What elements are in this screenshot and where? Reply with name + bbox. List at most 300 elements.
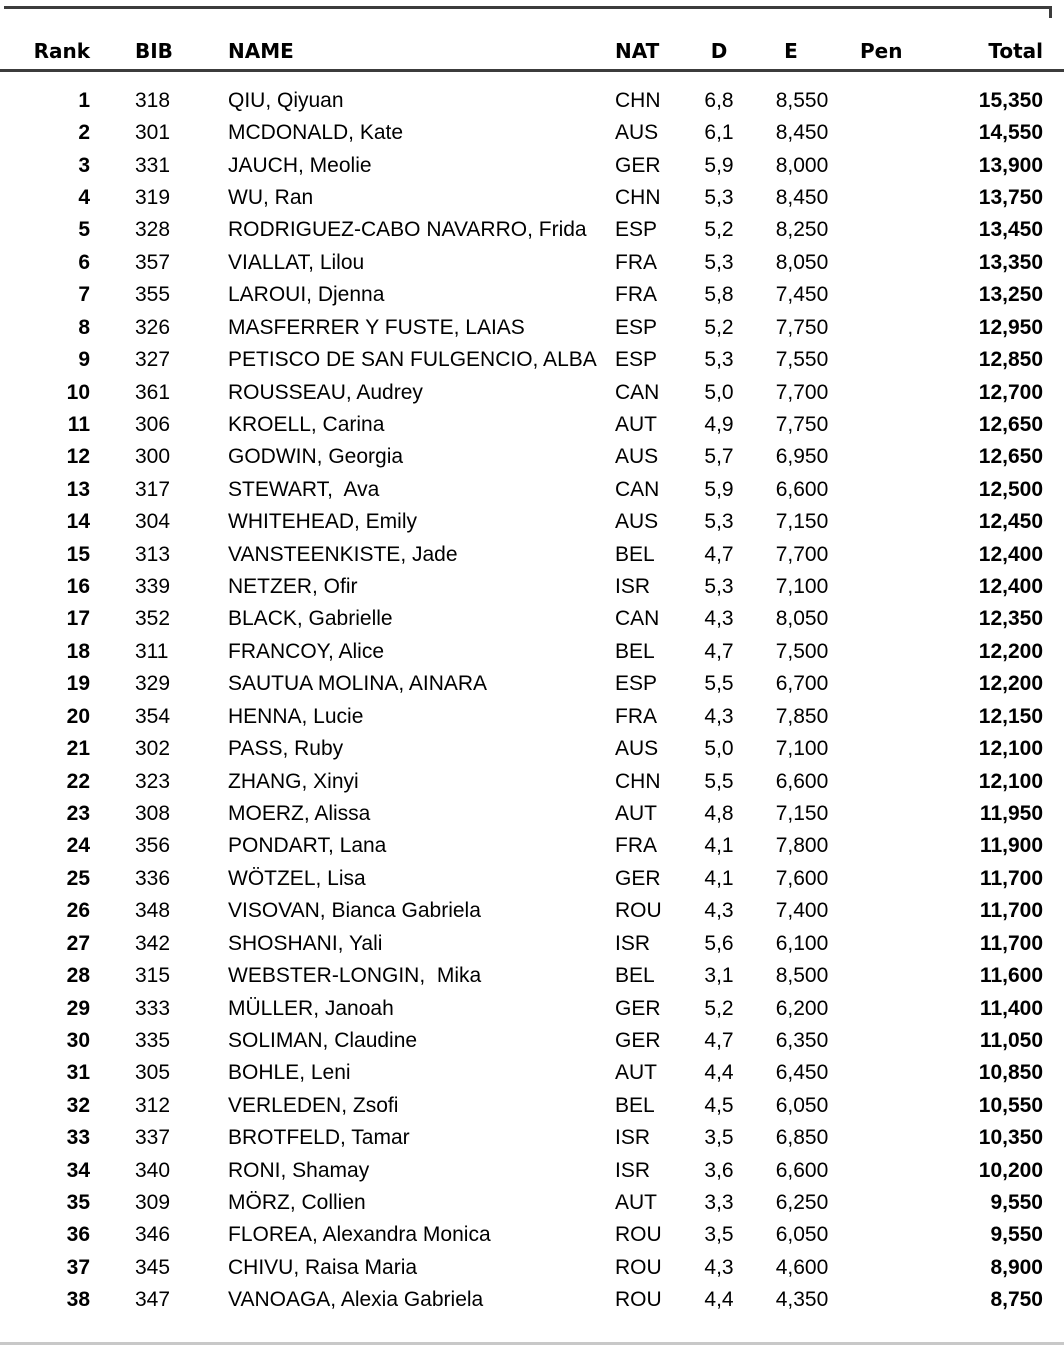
name-cell xyxy=(228,933,614,954)
bib-cell: 356 xyxy=(135,834,171,858)
rank-cell: 5 xyxy=(78,218,90,242)
total-cell: 12,650 xyxy=(978,445,1043,469)
column-header-rank: Rank xyxy=(33,39,90,63)
d-score-cell: 4,7 xyxy=(704,639,734,663)
rank-cell: 32 xyxy=(66,1093,90,1117)
rank-cell: 14 xyxy=(66,510,90,534)
name-cell xyxy=(228,1257,614,1278)
e-score-cell: 8,450 xyxy=(775,121,829,145)
d-score-cell: 4,3 xyxy=(704,607,734,631)
e-score-cell: 6,050 xyxy=(775,1093,829,1117)
nat-cell: ROU xyxy=(615,1288,662,1312)
bib-cell: 312 xyxy=(135,1093,171,1117)
bib-cell: 315 xyxy=(135,964,171,988)
table-row xyxy=(0,505,1043,537)
e-score-cell: 6,600 xyxy=(775,477,829,501)
name-cell xyxy=(228,219,614,240)
athlete-name: FRANCOY, Alice xyxy=(228,639,384,663)
e-score-cell: 7,150 xyxy=(775,801,829,825)
bib-cell: 302 xyxy=(135,737,171,761)
d-score-cell: 5,0 xyxy=(704,380,734,404)
d-score-cell: 5,5 xyxy=(704,769,734,793)
d-score-cell: 5,2 xyxy=(704,315,734,339)
table-row xyxy=(0,765,1043,797)
athlete-name: PASS, Ruby xyxy=(228,737,344,761)
total-cell: 12,650 xyxy=(978,412,1043,436)
nat-cell: ISR xyxy=(615,1126,651,1150)
name-cell xyxy=(228,965,614,986)
rank-cell: 33 xyxy=(66,1126,90,1150)
rank-cell: 23 xyxy=(66,801,90,825)
rank-cell: 3 xyxy=(78,153,90,177)
nat-cell: FRA xyxy=(615,283,657,307)
e-score-cell: 6,100 xyxy=(775,931,829,955)
athlete-name: SAUTUA MOLINA, AINARA xyxy=(228,672,488,696)
d-score-cell: 5,2 xyxy=(704,996,734,1020)
total-cell: 11,600 xyxy=(979,964,1043,988)
table-row xyxy=(0,441,1043,473)
d-score-cell: 4,7 xyxy=(704,1028,734,1052)
name-cell xyxy=(228,382,614,403)
athlete-name: VANSTEENKISTE, Jade xyxy=(228,542,458,566)
bib-cell: 348 xyxy=(135,899,171,923)
column-header-pen: Pen xyxy=(860,39,903,63)
bib-cell: 300 xyxy=(135,445,171,469)
athlete-name: MÜLLER, Janoah xyxy=(228,996,394,1020)
total-cell: 12,100 xyxy=(978,737,1043,761)
table-row xyxy=(0,1219,1043,1251)
table-row xyxy=(0,732,1043,764)
nat-cell: ISR xyxy=(615,1158,651,1182)
nat-cell: AUS xyxy=(615,445,659,469)
total-cell: 12,950 xyxy=(978,315,1043,339)
rank-cell: 37 xyxy=(66,1255,90,1279)
bib-cell: 308 xyxy=(135,801,171,825)
table-row xyxy=(0,343,1043,375)
rank-cell: 9 xyxy=(78,348,90,372)
name-cell xyxy=(228,414,614,435)
d-score-cell: 4,1 xyxy=(704,866,734,890)
bib-cell: 329 xyxy=(135,672,171,696)
rank-cell: 11 xyxy=(67,412,90,436)
bib-cell: 327 xyxy=(135,348,171,372)
name-cell xyxy=(228,673,614,694)
nat-cell: ROU xyxy=(615,1255,662,1279)
athlete-name: PONDART, Lana xyxy=(228,834,387,858)
nat-cell: CAN xyxy=(615,607,660,631)
table-row xyxy=(0,473,1043,505)
bib-cell: 331 xyxy=(135,153,171,177)
bib-cell: 323 xyxy=(135,769,171,793)
rank-cell: 28 xyxy=(66,964,90,988)
table-row xyxy=(0,376,1043,408)
bib-cell: 346 xyxy=(135,1223,171,1247)
athlete-name: SOLIMAN, Claudine xyxy=(228,1028,418,1052)
table-row xyxy=(0,959,1043,991)
table-row xyxy=(0,603,1043,635)
total-cell: 11,050 xyxy=(979,1028,1043,1052)
bib-cell: 357 xyxy=(135,250,171,274)
athlete-name: BLACK, Gabrielle xyxy=(228,607,393,631)
rank-cell: 26 xyxy=(66,899,90,923)
athlete-name: BOHLE, Leni xyxy=(228,1061,351,1085)
name-cell xyxy=(228,738,614,759)
e-score-cell: 8,000 xyxy=(775,153,829,177)
e-score-cell: 7,550 xyxy=(775,348,829,372)
table-row xyxy=(0,149,1043,181)
name-cell xyxy=(228,1062,614,1083)
name-cell xyxy=(228,998,614,1019)
total-cell: 14,550 xyxy=(978,121,1043,145)
rank-cell: 7 xyxy=(78,283,90,307)
name-cell xyxy=(228,706,614,727)
name-cell xyxy=(228,803,614,824)
rank-cell: 22 xyxy=(66,769,90,793)
name-cell xyxy=(228,1127,614,1148)
nat-cell: ROU xyxy=(615,899,662,923)
rank-cell: 21 xyxy=(66,737,90,761)
table-row xyxy=(0,1251,1043,1283)
athlete-name: KROELL, Carina xyxy=(228,412,385,436)
top-rule xyxy=(4,6,1051,9)
d-score-cell: 4,9 xyxy=(704,412,734,436)
total-cell: 15,350 xyxy=(978,88,1043,112)
d-score-cell: 5,8 xyxy=(704,283,734,307)
total-cell: 13,750 xyxy=(978,185,1043,209)
e-score-cell: 8,050 xyxy=(775,250,829,274)
e-score-cell: 6,350 xyxy=(775,1028,829,1052)
nat-cell: AUS xyxy=(615,510,659,534)
name-cell xyxy=(228,1160,614,1181)
total-cell: 13,250 xyxy=(978,283,1043,307)
name-cell xyxy=(228,608,614,629)
rank-cell: 34 xyxy=(66,1158,90,1182)
bib-cell: 309 xyxy=(135,1191,171,1215)
e-score-cell: 8,050 xyxy=(775,607,829,631)
nat-cell: AUS xyxy=(615,737,659,761)
nat-cell: ESP xyxy=(615,218,658,242)
table-body xyxy=(0,84,1043,1316)
d-score-cell: 4,3 xyxy=(704,1255,734,1279)
nat-cell: CAN xyxy=(615,477,660,501)
bib-cell: 333 xyxy=(135,996,171,1020)
bib-cell: 354 xyxy=(135,704,171,728)
nat-cell: GER xyxy=(615,996,661,1020)
rank-cell: 29 xyxy=(66,996,90,1020)
d-score-cell: 5,0 xyxy=(704,737,734,761)
table-row xyxy=(0,927,1043,959)
nat-cell: BEL xyxy=(615,964,655,988)
name-cell xyxy=(228,1030,614,1051)
e-score-cell: 7,800 xyxy=(775,834,829,858)
total-cell: 13,350 xyxy=(978,250,1043,274)
bib-cell: 339 xyxy=(135,575,171,599)
e-score-cell: 7,850 xyxy=(775,704,829,728)
athlete-name: LAROUI, Djenna xyxy=(228,283,385,307)
e-score-cell: 6,050 xyxy=(775,1223,829,1247)
name-cell xyxy=(228,576,614,597)
name-cell xyxy=(228,317,614,338)
athlete-name: HENNA, Lucie xyxy=(228,704,364,728)
name-cell xyxy=(228,349,614,370)
table-row xyxy=(0,214,1043,246)
nat-cell: BEL xyxy=(615,639,655,663)
bib-cell: 306 xyxy=(135,412,171,436)
table-row xyxy=(0,1057,1043,1089)
table-header-row xyxy=(0,34,1043,66)
total-cell: 13,450 xyxy=(978,218,1043,242)
d-score-cell: 4,5 xyxy=(704,1093,734,1117)
name-cell xyxy=(228,284,614,305)
rank-cell: 24 xyxy=(66,834,90,858)
bib-cell: 345 xyxy=(135,1255,171,1279)
bib-cell: 337 xyxy=(135,1126,171,1150)
table-row xyxy=(0,1284,1043,1316)
rank-cell: 8 xyxy=(78,315,90,339)
e-score-cell: 6,450 xyxy=(775,1061,829,1085)
e-score-cell: 7,600 xyxy=(775,866,829,890)
nat-cell: AUT xyxy=(615,1061,657,1085)
total-cell: 12,500 xyxy=(978,477,1043,501)
bib-cell: 340 xyxy=(135,1158,171,1182)
nat-cell: BEL xyxy=(615,1093,655,1117)
table-row xyxy=(0,116,1043,148)
athlete-name: JAUCH, Meolie xyxy=(228,153,372,177)
athlete-name: WÖTZEL, Lisa xyxy=(228,866,366,890)
bib-cell: 336 xyxy=(135,866,171,890)
total-cell: 12,400 xyxy=(978,542,1043,566)
table-row xyxy=(0,635,1043,667)
table-row xyxy=(0,830,1043,862)
e-score-cell: 8,550 xyxy=(775,88,829,112)
table-row xyxy=(0,181,1043,213)
table-row xyxy=(0,311,1043,343)
d-score-cell: 5,3 xyxy=(704,510,734,534)
athlete-name: MÖRZ, Collien xyxy=(228,1191,366,1215)
rank-cell: 17 xyxy=(66,607,90,631)
e-score-cell: 6,600 xyxy=(775,1158,829,1182)
d-score-cell: 3,1 xyxy=(704,964,734,988)
e-score-cell: 8,250 xyxy=(775,218,829,242)
nat-cell: AUT xyxy=(615,801,657,825)
name-cell xyxy=(228,446,614,467)
total-cell: 10,850 xyxy=(978,1061,1043,1085)
name-cell xyxy=(228,835,614,856)
athlete-name: MOERZ, Alissa xyxy=(228,801,371,825)
rank-cell: 16 xyxy=(66,575,90,599)
nat-cell: CHN xyxy=(615,88,661,112)
total-cell: 10,550 xyxy=(978,1093,1043,1117)
rank-cell: 36 xyxy=(66,1223,90,1247)
bib-cell: 352 xyxy=(135,607,171,631)
table-row xyxy=(0,408,1043,440)
rank-cell: 2 xyxy=(78,121,90,145)
name-cell xyxy=(228,479,614,500)
total-cell: 12,400 xyxy=(978,575,1043,599)
table-row xyxy=(0,700,1043,732)
bib-cell: 335 xyxy=(135,1028,171,1052)
athlete-name: QIU, Qiyuan xyxy=(228,88,344,112)
d-score-cell: 5,9 xyxy=(704,153,734,177)
athlete-name: VISOVAN, Bianca Gabriela xyxy=(228,899,481,923)
athlete-name: FLOREA, Alexandra Monica xyxy=(228,1223,491,1247)
e-score-cell: 6,200 xyxy=(775,996,829,1020)
athlete-name: ZHANG, Xinyi xyxy=(228,769,359,793)
d-score-cell: 3,5 xyxy=(704,1126,734,1150)
d-score-cell: 5,6 xyxy=(704,931,734,955)
column-header-d: D xyxy=(710,39,728,63)
athlete-name: WU, Ran xyxy=(228,185,314,209)
bib-cell: 355 xyxy=(135,283,171,307)
total-cell: 11,900 xyxy=(979,834,1043,858)
d-score-cell: 6,8 xyxy=(704,88,734,112)
e-score-cell: 7,450 xyxy=(775,283,829,307)
total-cell: 11,700 xyxy=(979,899,1043,923)
athlete-name: RODRIGUEZ-CABO NAVARRO, Frida xyxy=(228,218,587,242)
d-score-cell: 5,3 xyxy=(704,185,734,209)
rank-cell: 15 xyxy=(66,542,90,566)
nat-cell: ISR xyxy=(615,575,651,599)
bottom-rule xyxy=(0,1342,1064,1345)
athlete-name: NETZER, Ofir xyxy=(228,575,358,599)
nat-cell: GER xyxy=(615,1028,661,1052)
athlete-name: CHIVU, Raisa Maria xyxy=(228,1255,418,1279)
bib-cell: 317 xyxy=(135,477,171,501)
rank-cell: 18 xyxy=(66,639,90,663)
e-score-cell: 7,750 xyxy=(775,412,829,436)
rank-cell: 20 xyxy=(66,704,90,728)
d-score-cell: 3,5 xyxy=(704,1223,734,1247)
athlete-name: STEWART, Ava xyxy=(228,477,380,501)
rank-cell: 38 xyxy=(66,1288,90,1312)
athlete-name: PETISCO DE SAN FULGENCIO, ALBA xyxy=(228,348,597,372)
bib-cell: 347 xyxy=(135,1288,171,1312)
table-row xyxy=(0,1154,1043,1186)
d-score-cell: 4,1 xyxy=(704,834,734,858)
d-score-cell: 4,3 xyxy=(704,704,734,728)
athlete-name: WEBSTER-LONGIN, Mika xyxy=(228,964,482,988)
bib-cell: 304 xyxy=(135,510,171,534)
total-cell: 10,200 xyxy=(978,1158,1043,1182)
d-score-cell: 5,2 xyxy=(704,218,734,242)
athlete-name: VERLEDEN, Zsofi xyxy=(228,1093,399,1117)
bib-cell: 326 xyxy=(135,315,171,339)
d-score-cell: 4,8 xyxy=(704,801,734,825)
name-cell xyxy=(228,122,614,143)
name-cell xyxy=(228,868,614,889)
nat-cell: GER xyxy=(615,866,661,890)
name-cell xyxy=(228,511,614,532)
table-row xyxy=(0,862,1043,894)
athlete-name: VIALLAT, Lilou xyxy=(228,250,365,274)
total-cell: 12,200 xyxy=(978,639,1043,663)
total-cell: 11,400 xyxy=(979,996,1043,1020)
name-cell xyxy=(228,1224,614,1245)
table-row xyxy=(0,895,1043,927)
e-score-cell: 6,600 xyxy=(775,769,829,793)
athlete-name: ROUSSEAU, Audrey xyxy=(228,380,423,404)
bib-cell: 301 xyxy=(135,121,171,145)
name-cell xyxy=(228,1095,614,1116)
athlete-name: MASFERRER Y FUSTE, LAIAS xyxy=(228,315,525,339)
table-row xyxy=(0,1024,1043,1056)
total-cell: 13,900 xyxy=(978,153,1043,177)
rank-cell: 35 xyxy=(66,1191,90,1215)
total-cell: 12,350 xyxy=(978,607,1043,631)
rank-cell: 6 xyxy=(78,250,90,274)
d-score-cell: 5,3 xyxy=(704,575,734,599)
bib-cell: 313 xyxy=(135,542,171,566)
rank-cell: 31 xyxy=(66,1061,90,1085)
nat-cell: CAN xyxy=(615,380,660,404)
nat-cell: ESP xyxy=(615,315,658,339)
rank-cell: 27 xyxy=(66,931,90,955)
column-header-total: Total xyxy=(988,39,1043,63)
table-row xyxy=(0,1186,1043,1218)
bib-cell: 319 xyxy=(135,185,171,209)
total-cell: 12,850 xyxy=(978,348,1043,372)
rank-cell: 19 xyxy=(66,672,90,696)
name-cell xyxy=(228,187,614,208)
e-score-cell: 6,250 xyxy=(775,1191,829,1215)
rank-cell: 30 xyxy=(66,1028,90,1052)
d-score-cell: 5,3 xyxy=(704,348,734,372)
bib-cell: 328 xyxy=(135,218,171,242)
name-cell xyxy=(228,90,614,111)
table-row xyxy=(0,570,1043,602)
nat-cell: BEL xyxy=(615,542,655,566)
athlete-name: MCDONALD, Kate xyxy=(228,121,404,145)
table-row xyxy=(0,84,1043,116)
total-cell: 12,700 xyxy=(978,380,1043,404)
nat-cell: AUS xyxy=(615,121,659,145)
column-header-nat: NAT xyxy=(615,39,660,63)
nat-cell: FRA xyxy=(615,834,657,858)
total-cell: 9,550 xyxy=(990,1223,1043,1247)
rank-cell: 13 xyxy=(66,477,90,501)
total-cell: 11,700 xyxy=(979,931,1043,955)
total-cell: 10,350 xyxy=(978,1126,1043,1150)
nat-cell: ISR xyxy=(615,931,651,955)
nat-cell: CHN xyxy=(615,185,661,209)
d-score-cell: 4,4 xyxy=(704,1061,734,1085)
header-rule xyxy=(0,69,1064,72)
total-cell: 11,700 xyxy=(979,866,1043,890)
total-cell: 12,100 xyxy=(978,769,1043,793)
table-row xyxy=(0,1122,1043,1154)
nat-cell: AUT xyxy=(615,412,657,436)
bib-cell: 318 xyxy=(135,88,171,112)
nat-cell: ROU xyxy=(615,1223,662,1247)
table-row xyxy=(0,992,1043,1024)
table-row xyxy=(0,797,1043,829)
bib-cell: 311 xyxy=(135,639,169,663)
athlete-name: WHITEHEAD, Emily xyxy=(228,510,417,534)
column-header-name: NAME xyxy=(228,39,294,63)
d-score-cell: 3,6 xyxy=(704,1158,734,1182)
e-score-cell: 7,700 xyxy=(775,542,829,566)
e-score-cell: 4,350 xyxy=(775,1288,829,1312)
nat-cell: AUT xyxy=(615,1191,657,1215)
total-cell: 12,200 xyxy=(978,672,1043,696)
column-header-e: E xyxy=(784,39,798,63)
athlete-name: RONI, Shamay xyxy=(228,1158,370,1182)
e-score-cell: 8,450 xyxy=(775,185,829,209)
total-cell: 11,950 xyxy=(979,801,1043,825)
table-row xyxy=(0,279,1043,311)
athlete-name: SHOSHANI, Yali xyxy=(228,931,383,955)
d-score-cell: 5,9 xyxy=(704,477,734,501)
